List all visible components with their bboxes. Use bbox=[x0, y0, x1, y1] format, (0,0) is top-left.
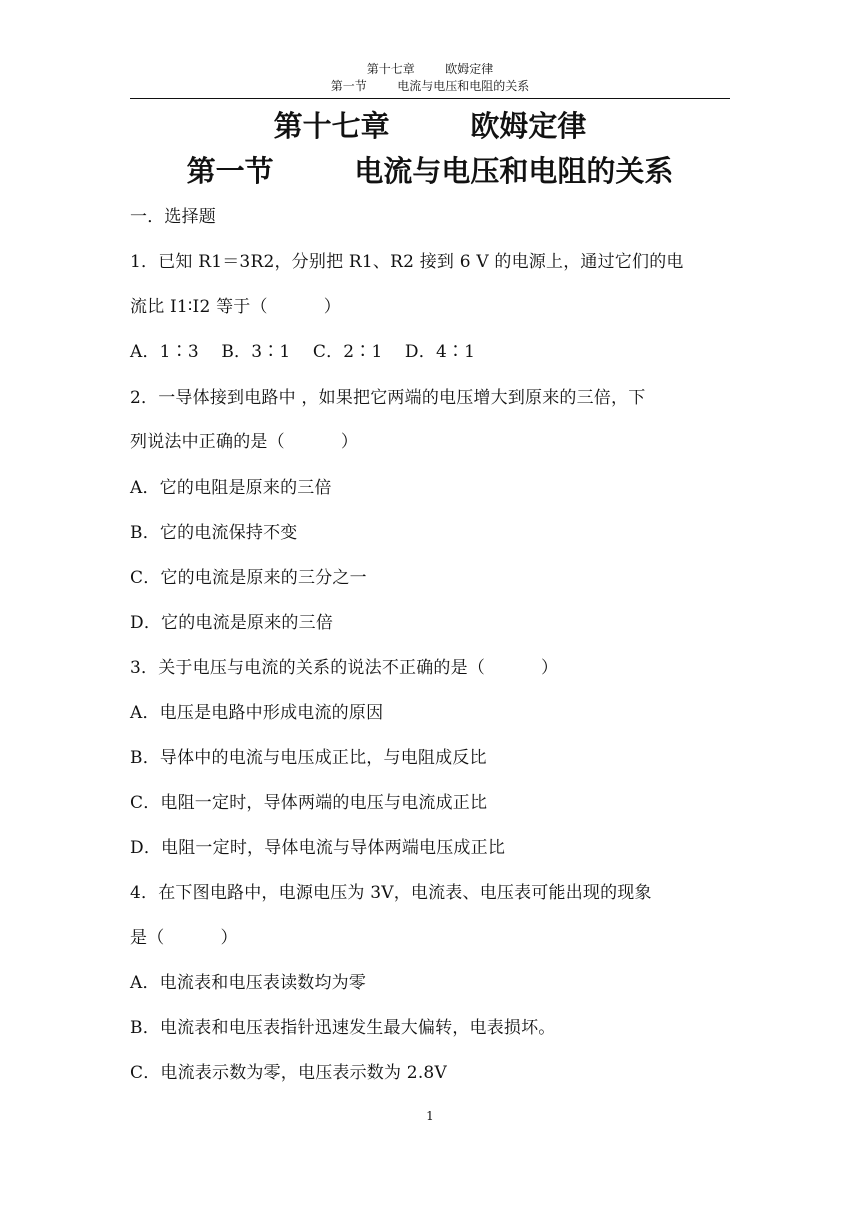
question-2-option-c: C．它的电流是原来的三分之一 bbox=[130, 568, 367, 588]
question-1-stem-line-2: 流比 I1∶I2 等于（ ） bbox=[130, 297, 341, 317]
chapter-title: 第十七章 欧姆定律 bbox=[273, 109, 587, 143]
section-heading: 一．选择题 bbox=[130, 207, 216, 227]
question-3-option-c: C．电阻一定时，导体两端的电压与电流成正比 bbox=[130, 793, 488, 813]
question-1-options: A．1∶3 B．3∶1 C．2∶1 D．4∶1 bbox=[130, 342, 476, 362]
question-4-option-b: B．电流表和电压表指针迅速发生最大偏转，电表损坏。 bbox=[130, 1018, 556, 1038]
header-rule bbox=[130, 98, 730, 99]
running-header-chapter: 第十七章 欧姆定律 bbox=[366, 62, 494, 76]
question-2-stem-line-1: 2．一导体接到电路中 ，如果把它两端的电压增大到原来的三倍，下 bbox=[130, 388, 646, 408]
question-2-stem-line-2: 列说法中正确的是（ ） bbox=[130, 432, 359, 452]
question-3-option-a: A．电压是电路中形成电流的原因 bbox=[130, 703, 384, 723]
question-4-option-c: C．电流表示数为零，电压表示数为 2.8V bbox=[130, 1063, 447, 1083]
question-3-option-b: B．导体中的电流与电压成正比，与电阻成反比 bbox=[130, 748, 487, 768]
running-header bbox=[130, 61, 730, 95]
question-2-option-d: D．它的电流是原来的三倍 bbox=[130, 613, 334, 633]
question-3-option-d: D．电阻一定时，导体电流与导体两端电压成正比 bbox=[130, 838, 506, 858]
question-1-stem-line-1: 1．已知 R1＝3R2，分别把 R1、R2 接到 6 V 的电源上，通过它们的电 bbox=[130, 252, 684, 272]
page-number: 1 bbox=[426, 1109, 434, 1123]
question-2-option-a: A．它的电阻是原来的三倍 bbox=[130, 478, 332, 498]
section-title: 第一节 电流与电压和电阻的关系 bbox=[186, 154, 674, 188]
running-header-section: 第一节 电流与电压和电阻的关系 bbox=[330, 79, 530, 93]
question-2-option-b: B．它的电流保持不变 bbox=[130, 523, 298, 543]
question-4-stem-line-1: 4．在下图电路中，电源电压为 3V，电流表、电压表可能出现的现象 bbox=[130, 883, 652, 903]
question-3-stem: 3．关于电压与电流的关系的说法不正确的是（ ） bbox=[130, 658, 559, 678]
question-4-option-a: A．电流表和电压表读数均为零 bbox=[130, 973, 367, 993]
question-4-stem-line-2: 是（ ） bbox=[130, 928, 238, 948]
